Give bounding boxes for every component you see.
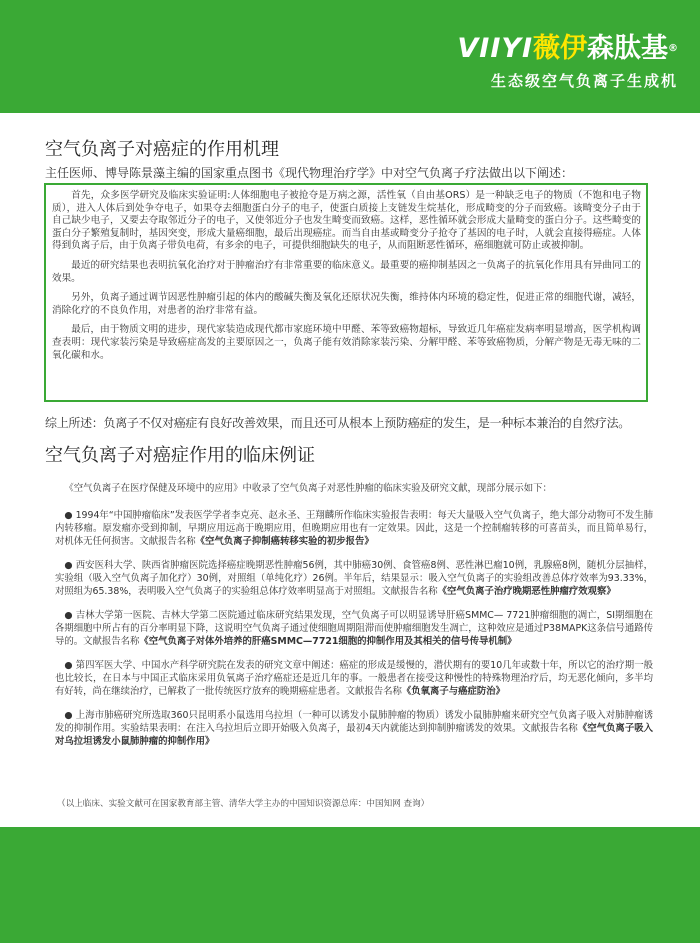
quoted-text-box	[44, 183, 648, 402]
case-text: 吉林大学第一医院、吉林大学第二医院通过临床研究结果发现，空气负离子可以明显诱导肝癌SMMC— 7721肿瘤细胞的凋亡，SI期细胞在各期细胞中所占有的百分率明显下降，这说明空气负离子通过使细胞周期阻滞而使肿瘤细胞发生凋亡，这种效应是通过P38MAPK这条信号通路传导的。文献报告名称	[55, 610, 653, 647]
case-reference: 《空气负离子吸入对乌拉坦诱发小鼠肺肿瘤的抑制作用》	[55, 723, 653, 747]
registered-mark: ®	[668, 43, 678, 54]
quote-paragraph-3: 另外，负离子通过调节因恶性肿瘤引起的体内的酸碱失衡及氧化还原状况失衡，维持体内环境的稳定性，促进正常的细胞代谢，减轻，消除化疗的不良负作用，对患者的治疗非常有益。	[52, 292, 641, 316]
summary-line: 综上所述：负离子不仅对癌症有良好改善效果，而且还可从根本上预防癌症的发生，是一种标本兼治的自然疗法。	[45, 416, 631, 430]
quote-paragraph-1: 首先，众多医学研究及临床实验证明:人体细胞电子被抢夺是万病之源，活性氧（自由基ORS）是一种缺乏电子的物质（不饱和电子物质），进入人体后到处争夺电子，如果夺去细胞蛋白分子的电子，使蛋白质接上支链发生烷基化，形成畸变的分子而致癌。该畸变分子由于自己缺少电子，又要去夺取邻近分子的电子，又使邻近分子也发生畸变而致癌。这样，恶性循环就会形成大量畸变的蛋白分子。这些畸变的蛋白分子繁殖复制时，基因突变，形成大量癌细胞，最后出现癌症。而当自由基或畸变分子抢夺了基因的电子时，人就会直接得癌症。人体得到负离子后，由于负离子带负电荷，有多余的电子，可提供细胞缺失的电子，从而阻断恶性循环，癌细胞就可防止或被抑制。	[52, 190, 641, 252]
header-band	[0, 0, 700, 113]
logo-brand-name: 薇伊	[533, 33, 587, 64]
brand-logo-block	[418, 32, 678, 92]
case-item: ● 1994年“中国肿瘤临床”发表医学学者李克亮、赵永圣、王翔麟所作临床实验报告表明：每天大量吸入空气负离子，绝大部分动物可不发生肺内转移瘤。原发瘤亦受到抑制，早期应用远高于晚期应用，但晚期应用也有一定效果。因此，这是一个控制瘤转移的可喜苗头，而且简单易行，对机体无任何损害。文献报告名称《空气负离子抑制癌转移实验的初步报告》	[55, 510, 653, 547]
case-reference: 《空气负离子治疗晚期恶性肿瘤疗效观察》	[437, 586, 616, 597]
quote-paragraph-2: 最近的研究结果也表明抗氧化治疗对于肿瘤治疗有非常重要的临床意义。最重要的癌抑制基因之一负离子的抗氧化作用具有异曲同工的效果。	[52, 259, 641, 284]
case-item: ● 吉林大学第一医院、吉林大学第二医院通过临床研究结果发现，空气负离子可以明显诱导肝癌SMMC— 7721肿瘤细胞的凋亡，SI期细胞在各期细胞中所占有的百分率明显下降，这说明空气负离子通过使细胞周期阻滞而使肿瘤细胞发生凋亡，这种效应是通过P38MAPK这条信号通路传导的。文献报告名称《空气负离子对体外培养的肝癌SMMC—7721细胞的抑制作用及其相关的信号传导机制》	[55, 610, 653, 647]
logo-latin: VIIYI	[457, 33, 533, 64]
case-text: 西安医科大学、陕西省肿瘤医院选择癌症晚期恶性肿瘤56例，其中肺癌30例、食管癌8例、恶性淋巴瘤10例，乳腺癌8例，随机分层抽样，实验组（吸入空气负离子加化疗）30例，对照组（单纯化疗）26例。半年后，结果显示：吸入空气负离子的实验组改善总体疗效率为93.33%，对照组为65.38%，表明吸入空气负离子的实验组总体疗效率明显高于对照组。文献报告名称	[55, 560, 653, 597]
case-reference: 《负氧离子与癌症防治》	[401, 686, 506, 697]
quote-paragraph-4: 最后，由于物质文明的进步，现代家装造成现代都市家庭环境中甲醛、苯等致癌物超标，导致近几年癌症发病率明显增高，医学机构调查表明：现代家装污染是导致癌症高发的主要原因之一，负离子能有效消除家装污染、分解甲醛、苯等致癌物质，分解产物是无毒无味的二氧化碳和水。	[52, 324, 641, 361]
case-item: ● 西安医科大学、陕西省肿瘤医院选择癌症晚期恶性肿瘤56例，其中肺癌30例、食管癌8例、恶性淋巴瘤10例，乳腺癌8例，随机分层抽样，实验组（吸入空气负离子加化疗）30例，对照组（单纯化疗）26例。半年后，结果显示：吸入空气负离子的实验组改善总体疗效率为93.33%，对照组为65.38%，表明吸入空气负离子的实验组总体疗效率明显高于对照组。文献报告名称《空气负离子治疗晚期恶性肿瘤疗效观察》	[55, 560, 653, 597]
section-title-mechanism: 空气负离子对癌症的作用机理	[45, 139, 279, 160]
intro-line: 主任医师、博导陈景藻主编的国家重点图书《现代物理治疗学》中对空气负离子疗法做出以下阐述：	[45, 166, 574, 180]
case-text: 1994年“中国肿瘤临床”发表医学学者李克亮、赵永圣、王翔麟所作临床实验报告表明：每天大量吸入空气负离子，绝大部分动物可不发生肺内转移瘤。原发瘤亦受到抑制，早期应用远高于晚期应用，但晚期应用也有一定效果。因此，这是一个控制瘤转移的可喜苗头，而且简单易行，对机体无任何损害。文献报告名称	[55, 510, 653, 547]
case-reference: 《空气负离子抑制癌转移实验的初步报告》	[195, 536, 374, 547]
cases-lead: 《空气负离子在医疗保健及环境中的应用》中收录了空气负离子对恶性肿瘤的临床实验及研究文献，现部分展示如下：	[64, 483, 552, 494]
footer-band	[0, 827, 700, 943]
section-title-clinical: 空气负离子对癌症作用的临床例证	[45, 445, 315, 466]
case-item: ● 上海市肺癌研究所选取360只昆明系小鼠选用乌拉坦（一种可以诱发小鼠肺肿瘤的物质）诱发小鼠肺肿瘤来研究空气负离子吸入对肺肿瘤诱发的抑制作用。实验结果表明：在注入乌拉坦后立即开始吸入负离子，最初4天内就能达到抑制肿瘤诱发的效果。文献报告名称《空气负离子吸入对乌拉坦诱发小鼠肺肿瘤的抑制作用》	[55, 710, 653, 747]
case-item: ● 第四军医大学、中国水产科学研究院在发表的研究文章中阐述：癌症的形成是缓慢的，潜伏期有的要10几年或数十年，所以它的治疗期一般也比较长，在日本与中国正式临床采用负氧离子治疗癌症还是近几年的事。一般患者在接受这种慢性的特殊物理治疗后，均无恶化倾向，多半均有好转，尚在继续治疗，已解救了一批传统医疗放弃的晚期癌症患者。文献报告名称《负氧离子与癌症防治》	[55, 660, 653, 697]
brand-tagline: 生态级空气负离子生成机	[490, 72, 678, 90]
brand-logo	[457, 32, 678, 66]
case-text: 上海市肺癌研究所选取360只昆明系小鼠选用乌拉坦（一种可以诱发小鼠肺肿瘤的物质）诱发小鼠肺肿瘤来研究空气负离子吸入对肺肿瘤诱发的抑制作用。实验结果表明：在注入乌拉坦后立即开始吸入负离子，最初4天内就能达到抑制肿瘤诱发的效果。文献报告名称	[55, 710, 653, 734]
case-reference: 《空气负离子对体外培养的肝癌SMMC—7721细胞的抑制作用及其相关的信号传导机制》	[139, 636, 517, 647]
logo-product-name: 森肽基	[587, 33, 668, 64]
case-text: 第四军医大学、中国水产科学研究院在发表的研究文章中阐述：癌症的形成是缓慢的，潜伏期有的要10几年或数十年，所以它的治疗期一般也比较长，在日本与中国正式临床采用负氧离子治疗癌症还是近几年的事。一般患者在接受这种慢性的特殊物理治疗后，均无恶化倾向，多半均有好转，尚在继续治疗，已解救了一批传统医疗放弃的晚期癌症患者。文献报告名称	[55, 660, 653, 697]
clinical-cases	[55, 482, 653, 759]
source-note: （以上临床、实验文献可在国家教育部主管、清华大学主办的中国知识资源总库：中国知网 查询）	[57, 799, 430, 809]
